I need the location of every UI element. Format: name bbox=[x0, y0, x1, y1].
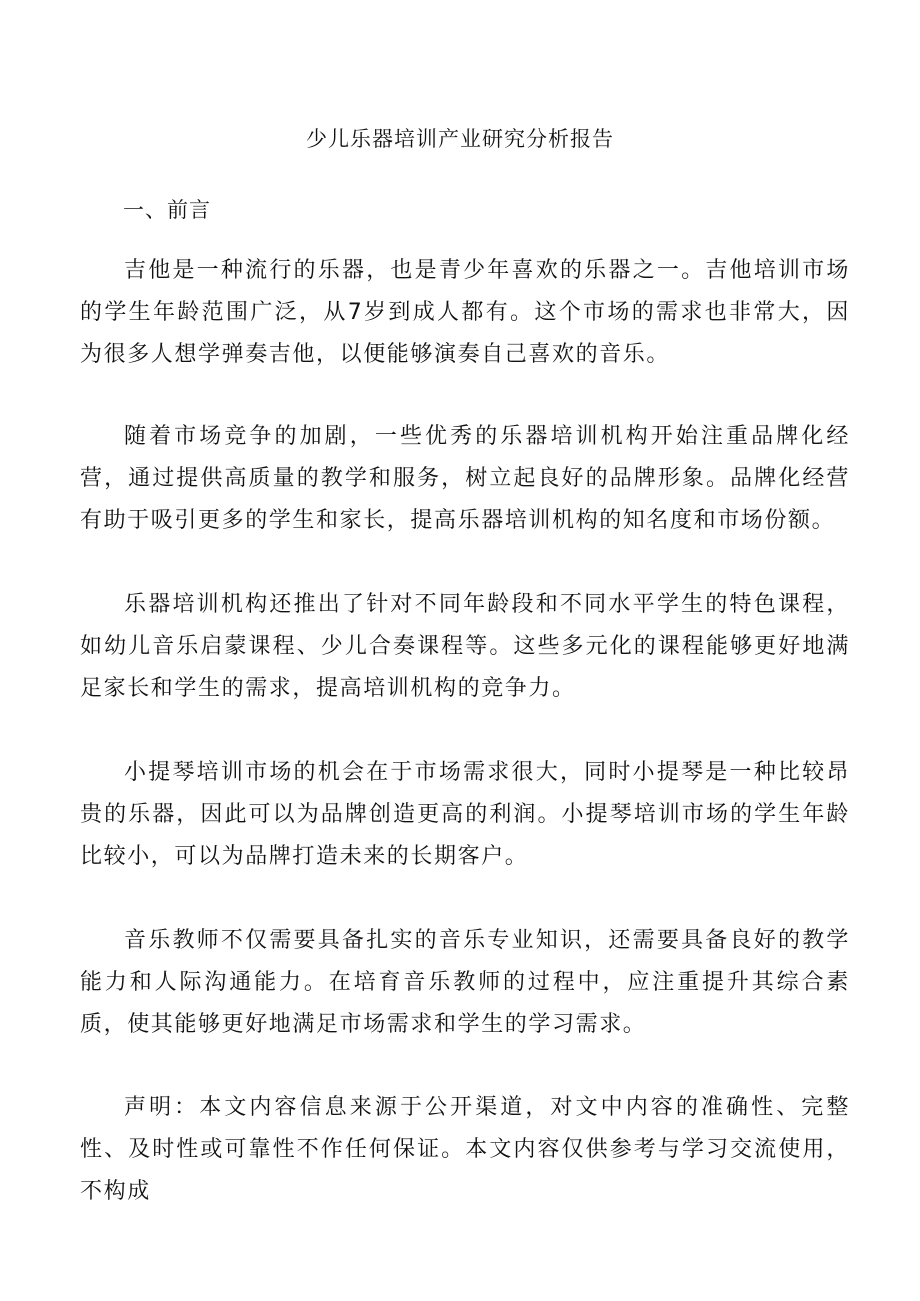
paragraph-disclaimer: 声明：本文内容信息来源于公开渠道，对文中内容的准确性、完整性、及时性或可靠性不作任何保证。本文内容仅供参考与学习交流使用，不构成 bbox=[80, 1095, 850, 1204]
paragraph-branding: 随着市场竞争的加剧，一些优秀的乐器培训机构开始注重品牌化经营，通过提供高质量的教学和服务，树立起良好的品牌形象。品牌化经营有助于吸引更多的学生和家长，提高乐器培训机构的知名度和市场份额。 bbox=[80, 424, 850, 533]
document-title: 少儿乐器培训产业研究分析报告 bbox=[306, 127, 614, 151]
section-heading-preface: 一、前言 bbox=[123, 198, 211, 222]
paragraph-featured-courses: 乐器培训机构还推出了针对不同年龄段和不同水平学生的特色课程，如幼儿音乐启蒙课程、少儿合奏课程等。这些多元化的课程能够更好地满足家长和学生的需求，提高培训机构的竞争力。 bbox=[80, 592, 850, 701]
paragraph-violin-market: 小提琴培训市场的机会在于市场需求很大，同时小提琴是一种比较昂贵的乐器，因此可以为品牌创造更高的利润。小提琴培训市场的学生年龄比较小，可以为品牌打造未来的长期客户。 bbox=[80, 760, 850, 869]
paragraph-music-teachers: 音乐教师不仅需要具备扎实的音乐专业知识，还需要具备良好的教学能力和人际沟通能力。在培育音乐教师的过程中，应注重提升其综合素质，使其能够更好地满足市场需求和学生的学习需求。 bbox=[80, 928, 850, 1037]
paragraph-guitar-market: 吉他是一种流行的乐器，也是青少年喜欢的乐器之一。吉他培训市场的学生年龄范围广泛，从7岁到成人都有。这个市场的需求也非常大，因为很多人想学弹奏吉他，以便能够演奏自己喜欢的音乐。 bbox=[80, 258, 850, 367]
